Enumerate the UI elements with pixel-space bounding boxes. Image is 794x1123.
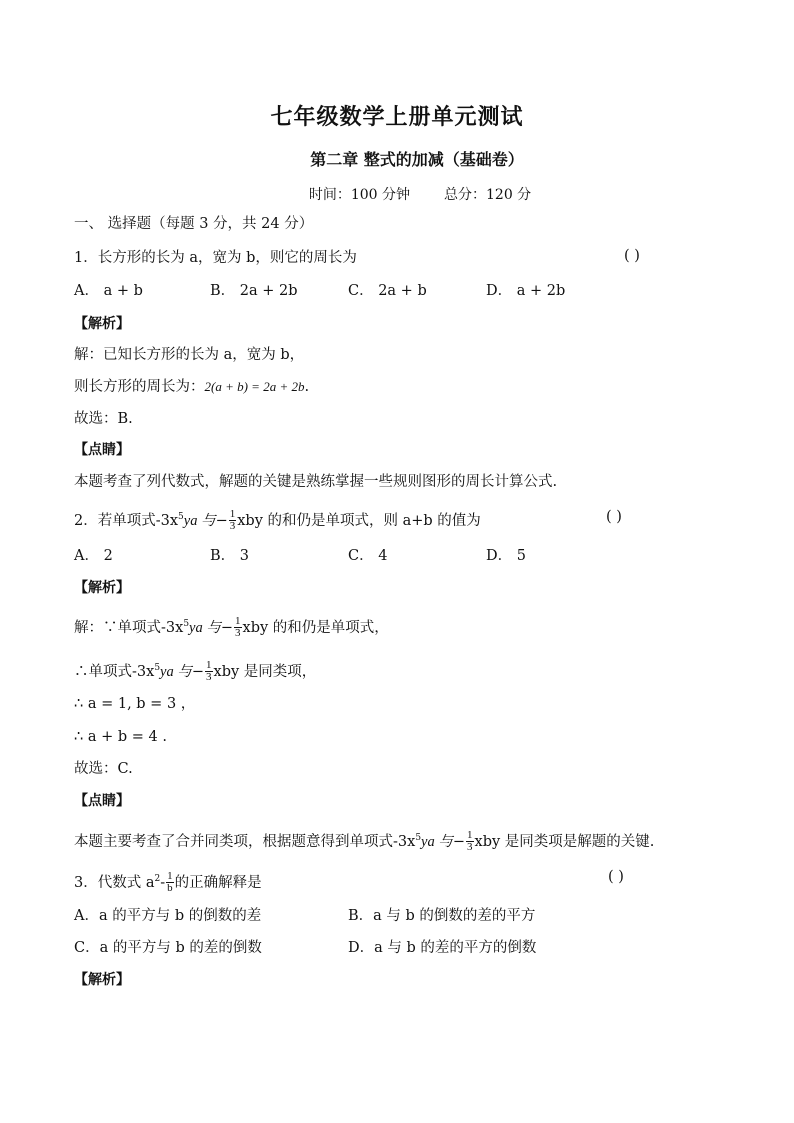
q1-option-d: D． a + 2b (486, 283, 566, 299)
q3-stem: 3．代数式 $a^2-$ $\frac{1}{b}$ 的正确解释是 (74, 870, 262, 895)
q1-stem: 1．长方形的长为 a，宽为 b，则它的周长为 (74, 250, 357, 266)
q2-option-d: D． 5 (486, 548, 526, 564)
q2-solution-line1: 解：∵单项式$-3x^5ya$ 与− $\frac{1}{3}$ xby 的和仍是单项式， (74, 615, 389, 640)
q2-stem: 2．若单项式$-3x^5ya$ 与− $\frac{1}{3}$ xby 的和仍是单项式，则 a+b 的值为 (74, 508, 481, 533)
q3-option-b: B．a 与 b 的倒数的差的平方 (348, 908, 536, 924)
q2-option-a: A． 2 (74, 548, 113, 564)
section-heading: 一、 选择题（每题 3 分，共 24 分） (74, 216, 314, 232)
q2-solution-line2: ∴单项式$-3x^5ya$ 与− $\frac{1}{3}$ xby 是同类项， (74, 659, 317, 684)
q3-option-d: D．a 与 b 的差的平方的倒数 (348, 940, 537, 956)
q3-answer-bracket: ( ) (608, 869, 624, 885)
q1-solution-line2: 则长方形的周长为：2(a + b) = 2a + 2b. (74, 379, 310, 395)
q1-option-c: C． 2a + b (348, 283, 427, 299)
q1-comment: 本题考查了列代数式，解题的关键是熟练掌握一些规则图形的周长计算公式. (74, 474, 558, 490)
q2-option-c: C． 4 (348, 548, 388, 564)
q1-analysis-label: 【解析】 (74, 316, 130, 332)
chapter-subtitle: 第二章 整式的加减（基础卷） (310, 150, 524, 169)
q2-analysis-label: 【解析】 (74, 580, 130, 596)
q2-comment: 本题主要考查了合并同类项，根据题意得到单项式$-3x^5ya$ 与− $\frac{1}{3}$ xby 是同类项是解题的关键. (74, 829, 655, 854)
q1-answer: 故选：B. (74, 411, 133, 427)
q3-analysis-label: 【解析】 (74, 972, 130, 988)
q2-comment-label: 【点睛】 (74, 793, 130, 809)
q2-answer: 故选：C. (74, 761, 133, 777)
q3-option-a: A．a 的平方与 b 的倒数的差 (74, 908, 262, 924)
q2-solution-line4: ∴ a + b = 4 . (74, 729, 167, 745)
exam-meta (0, 184, 794, 204)
q1-solution-line1: 解：已知长方形的长为 a，宽为 b， (74, 347, 305, 363)
page-title: 七年级数学上册单元测试 (270, 104, 524, 130)
q2-solution-line3: ∴ a = 1, b = 3 ， (74, 696, 196, 712)
q2-option-b: B． 3 (210, 548, 249, 564)
q1-option-a: A． a + b (74, 283, 143, 299)
q2-answer-bracket: ( ) (606, 509, 622, 525)
q3-option-c: C．a 的平方与 b 的差的倒数 (74, 940, 262, 956)
q1-perimeter-formula: 2(a + b) = 2a + 2b (204, 379, 305, 394)
q3-fraction: $\frac{1}{b}$ (167, 870, 173, 895)
q2-fraction: $\frac{1}{3}$ (229, 508, 236, 533)
q1-option-b: B． 2a + 2b (210, 283, 298, 299)
q1-comment-label: 【点睛】 (74, 442, 130, 458)
time-label: 时间：100 分钟 (308, 187, 410, 203)
score-label: 总分：120 分 (444, 187, 532, 203)
q1-answer-bracket: ( ) (624, 248, 640, 264)
